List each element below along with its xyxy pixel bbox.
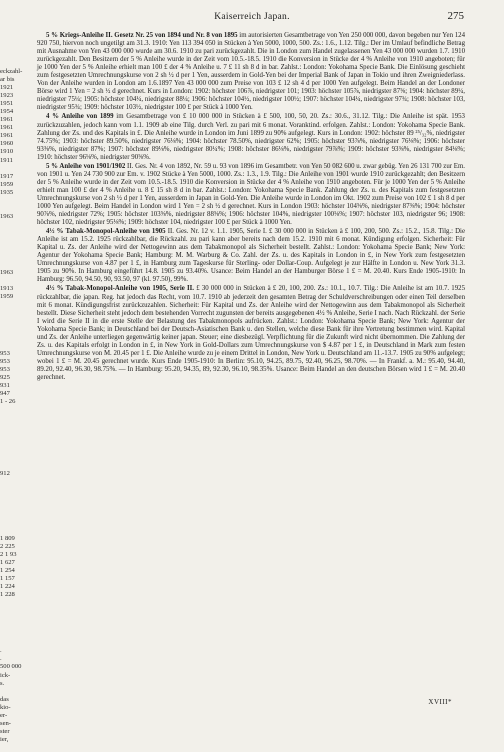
margin-fragment [0,317,26,325]
margin-fragment [0,446,26,454]
margin-fragment: eckzahl- [0,68,23,75]
margin-fragment: 1963 [0,269,14,277]
paragraph [37,163,465,227]
margin-fragment [0,414,26,422]
margin-fragment [0,486,26,494]
paragraph [37,32,465,112]
margin-fragment: 1951 [0,100,14,108]
margin-fragment: 1 224 [0,583,15,590]
margin-fragment: 1959 [0,180,14,188]
margin-fragment [0,615,26,623]
margin-fragment [0,301,26,309]
margin-fragment [0,326,26,334]
margin-fragment: 1935 [0,188,14,196]
margin-fragment: 1910 [0,148,14,156]
margin-fragment: 1 157 [0,574,15,582]
margin-fragment [0,277,26,285]
paragraph-text: II. Ges. Nr. 4 von 1892, Nr. 59 u. 93 von 1896 im Gesamtbetr. von Yen 50 082 600 u. zwar gebüg. Yen 26 131 700 zur Em. von 1901 u. Yen 24 730 900 zur Em. v. 1902 Stücke à Yen 5000, 1000. Zs.: 1.3., 1.9. Tilg.: Die Anleihe von 1901 wurde 1910 zurückgezahlt; den Besitzern der 5 % Anleihe wurde in der Zeit vom 10.5.-18.5. 1910 die Konversion in Stücke der 4 % Anleihe von 1910 angeboten. Für je 1000 Yen der 5 % Anleihe erhielt man 100 £ der 4 % Anleihe u. 8 £ 15 sh 8 d in bar. Zahlst.: London: Yokohama Specie Bank. Zahlung der Zs. u. des Kapitals zum festgesetzten Umrechnungskurse von 2 sh ½ d per 1 Yen, ausserdem in Japan in Gold-Yen. Die Anleihe wurde in London im Okt. 1902 zum Preise von 102 £ 1 sh 8 d per 1000 Yen aufgelegt. Beim Handel in London wird 1 Yen = 2 sh ½ d gerechnet. Kurs in London 1903: höchster 104⅝%, niedrigster 87⅜%; 1904: höchster 90⅞%, niedrigster 72%; 1905: höchster 103⅝%, niedrigster 88⅝%; 1906: höchster 104%, niedrigster 100⅛%; 1907: höchster 103, niedrigster 96; 1908: höchster 102, niedrigster 95⅛%; 1909: höchster 104, niedrigster 100 £ per Stück à 1000 Yen. [37,162,466,227]
margin-fragment [0,430,26,438]
margin-fragment: 1 254 [0,566,15,574]
margin-fragment: 1959 [0,293,14,301]
margin-fragment [0,309,26,317]
margin-fragment: . [0,647,2,655]
margin-fragment: 1961 [0,132,14,140]
margin-fragment [0,221,26,229]
paragraph-heading: 4½ % Tabak-Monopol-Anleihe von 1905, Serie II. [46,285,195,293]
margin-fragment [0,253,26,261]
margin-fragment: 953 [0,349,10,357]
margin-fragment [0,519,26,527]
margin-fragment [0,688,26,696]
running-title: Kaiserreich Japan. [214,12,290,22]
margin-fragment [0,639,26,647]
paragraph-text: im Gesamtbetrage von £ 10 000 000 in Stücken à £ 500, 100, 50, 20. Zs.: 30.6., 31.12. Tilg.: Die Anleihe ist spät. 1953 zurückzuzahlen, jedoch kann vom 1.1. 1909 ab eine Tilg. durch Verl. zu pari mit 6 monat. Voranktind. erfolgen. Zahlst.: London: Yokohama Specie Bank. Zahlung der Zs. und des Kapitals in £. Die Anleihe wurde in London im Juni 1899 zu 90% aufgelegt. Kurs in London: 1902: höchster 89 ²⁵/₃₂%, niedrigster 74.75%; 1903: höchster 89.50%, niedrigster 76⅛%; 1904: höchster 78.50%, niedrigster 62%; 1905: höchster 93⅞%, niedrigster 76⅛%; 1906: höchster 93⅜%, niedrigster 87%; 1907: höchster 89⅛%, niedrigster 80¼%; 1908: höchster 86⅛%, niedrigster 79⅞%; 1909: höchster 93⅜%, niedrigster 84⅛%; 1910: höchster 96⅛%, niedrigster 90⅝%. [37,113,465,161]
margin-fragment [0,237,26,245]
paragraph-text: im autorisierten Gesamtbetrage von Yen 250 000 000, davon begeben nur Yen 124 920 750, hiervon noch ungetilgt am 31.3. 1910: Yen 113 394 050 in Stücken à Yen 5000, 1000, 500. Zs.: 1.6., 1.12. Tilg.: Der im Umlauf befindliche Betrag mit Ausnahme von Yen 43 000 000 wurde am 30.6. 1910 zu pari zurückgezahlt. Die in London zum Handel zugelassenen Yen 43 000 000 wurden 1.7. 1910 zurückgezahlt. Den Besitzern der 5 % Anleihe wurde in der Zeit vom 10.5.-18.5. 1910 die Konversion in Stücke der 4 % Anleihe von 1910 angeboten; für je 1000 Yen der 5 % Anleihe erhielt man 100 £ der 4 % Anleihe u. 7 £ 11 sh 8 d in bar. Zahlst.: London: Yokohama Specie Bank. Die Einlösung geschieht zum festgesetzten Umrechnungskurse von 2 sh ½ d per 1 Yen, ausserdem in Gold-Yen bei der Imperial Bank of Japan in Tokio und ihren Zweigniederlass. Von der Anleihe wurden in London am 1.6.1897 Yen 43 000 000 zum Preise von 103 £ 12 sh 4 d per 1000 Yen aufgelegt. Beim Handel an der Londoner Börse wird 1 Yen = 2 sh ½ d gerechnet. Kurs in London: 1902: höchster 106⅞, niedrigster 101; 1903: höchster 105⅞, niedrigster 87⅝; 1904: höchster 89¼, niedrigster 75¼; 1905: höchster 104¼, niedrigster 88¼; 1906: höchster 104½, niedrigster 100½; 1907: höchster 104¼, niedrigster 97¾; 1908: höchster 103, niedrigster 95¾; 1909: höchster 103½, niedrigster 100 £ per Stück à 1000 Yen. [37,32,465,112]
margin-fragment: 1923 [0,92,14,100]
margin-fragment: kio- [0,703,11,711]
margin-fragment [0,511,26,519]
margin-fragment [0,406,26,414]
margin-fragment: 912 [0,470,10,478]
margin-fragment: ar bis [0,76,15,84]
paragraph-heading: 5 % Anleihe von 1901/1902 [46,162,126,170]
margin-fragment: ick- [0,671,11,679]
margin-fragment [0,744,26,752]
margin-fragment: 925 [0,373,10,381]
paragraph-heading: 4½ % Tabak-Monopol-Anleihe von 1905 [46,228,166,236]
margin-fragment [0,599,26,607]
margin-fragment [0,494,26,502]
margin-fragment [0,245,26,253]
margin-fragment: 1 809 [0,534,15,542]
margin-fragment: 500 000 [0,663,22,671]
margin-fragment: 931 [0,381,10,389]
margin-fragment [0,261,26,269]
margin-fragment [0,631,26,639]
margin-fragment: 947 [0,389,10,397]
margin-fragment: sen- [0,719,11,727]
margin-fragment: 1954 [0,108,14,116]
margin-fragment: 1 228 [0,591,15,599]
main-text-column [37,32,465,382]
paragraph-text: £ 30 000 000 in Stücken à £ 20, 100, 200. Zs.: 10.1., 10.7. Tilg.: Die Anleihe ist am 10.7. 1925 rückzahlbar, die japan. Reg. hat jedoch das Recht, vom 10.7. 1910 ab jederzeit den gesamten Betrag der Schuldverschreibungen oder einen Teil derselben mit 6 monat. Kündigungsfrist zurückzuzahlen. Sicherheit: Für Kapital und Zs. der Anleihe wird der Nettogewinn aus dem Tabakmonopol als Sicherheit bestellt. Diese Sicherheit steht jedoch dem bestehenden Vorrecht zugunsten der bereits ausgegebenen 4½ % Anleihe, Serie I nach. Nach Rückzahl. der Serie I wird die Serie II in die erste Stelle der Belastung des Tabakmonopols aufrücken. Zahlst.: London: Yokohama Specie Bank; New York: Agentur der Yokohama Specie Bank; in Deutschland bei der Deutsch-Asiatischen Bank u. den Stellen, welche diese Bank für ihre Vertretung bestimmen wird. Kapital und Zs. der Anleihe unterliegen gegenwärtig keiner japan. Steuer; eine diesbezügl. Verpflichtung für die Zukunft wird nicht übernommen. Die Zahlung der Zs. u. des Kapitals erfolgt in London in £, in New York in Gold-Dollars zum Umrechnungskurse von $ 4.87 per 1 £, in Deutschland in Mark zum festen Umrechnungskurse von M. 20.45 per 1 £. Die Anleihe wurde zu je einem Drittel in London, New York u. Deutschland am 11.-13.7. 1905 zu 90% aufgelegt; wobei 1 £ = M. 20.45 gerechnet wurde. Kurs Ende 1905-1910: In Berlin: 95.10, 94.25, 89.75, 92.40, 96.25, 98.70%. — In Frankf. a. M.: 95.40, 94.40, 89.20, 92.40, 96.30, 98.75%. — In Hamburg: 95.20, 94.35, 89, 92.30, 96.10, 98.35%. Usance: Beim Handel an den deutschen Börsen wird 1 £ = M. 20.40 gerechnet. [37,285,465,381]
margin-fragment: 1 - 26 [0,397,16,405]
margin-fragment: 2 1 93 [0,550,17,558]
margin-fragment [0,334,26,342]
margin-fragment: 1960 [0,140,14,148]
paragraph [37,285,465,382]
margin-fragment [0,607,26,615]
margin-fragment: ster [0,727,10,735]
margin-fragment [0,205,26,213]
margin-fragment: . [0,655,2,663]
margin-fragment: 953 [0,365,10,373]
margin-fragment [0,438,26,446]
margin-fragment [0,527,26,535]
margin-fragment: 1961 [0,116,14,124]
margin-fragment: 953 [0,357,10,365]
margin-fragment: das [0,695,9,703]
margin-fragment: 1917 [0,172,14,180]
page-number: 275 [447,10,464,22]
paragraph-text: II. Ges. Nr. 12 v. 1.1. 1905, Serie I. £ 30 000 000 in Stücken à £ 100, 200, 500. Zs.: 15.2., 15.8. Tilg.: Die Anleihe ist am 15.2. 1925 rückzahlbar, die Rückzahl. zu pari kann aber bereits nach dem 15.2. 1910 mit 6 monat. Kündigung erfolgen. Sicherheit: Für Kapital u. Zs. der Anleihe wird der Nettogewinn aus dem Tabakmonopol als Sicherheit bestellt. Zahlst.: London: Yokohama Specie Bank; New York: Agentur der Yokohama Specie Bank; Hamburg: M. M. Warburg & Co. Zahl. der Zs. u. des Kapitals in London in £, in New York zum festgesetzten Umrechnungskurse von 4.87 per 1 £, in Hamburg zum Tageskurse für Sterling- oder Dollar-Coup. Aufgelegt je zur Hälfte in London u. New York 31.3. 1905 zu 90%. In Hamburg eingeführt 14.8. 1905 zu 93.40%. Usance: Beim Handel an der Hamburger Börse 1 £ = M. 20.40. Kurs Ende 1905-1910: In Hamburg: 96.50, 94.50, 90, 93.50, 97 (kl. 97.50), 99%. [37,228,465,284]
margin-fragment [0,165,26,173]
margin-fragment: 2 225 [0,542,15,550]
margin-fragment: er- [0,711,8,719]
margin-fragment: 1921 [0,84,14,92]
margin-fragment: 1963 [0,212,14,220]
margin-fragment: ier, [0,735,9,743]
margin-fragment [0,422,26,430]
margin-fragment [0,478,26,486]
margin-fragment [0,503,26,511]
margin-fragment: 1 627 [0,558,15,566]
paragraph-heading: 5 % Kriegs-Anleihe II. Gesetz Nr. 25 von 1894 und Nr. 8 von 1895 [46,32,238,39]
margin-fragment: 1961 [0,124,14,132]
margin-fragment [0,229,26,237]
paragraph [37,113,465,161]
margin-fragment [0,462,26,470]
signature-mark: XVIII* [428,698,452,706]
left-margin-fragments [0,68,26,752]
margin-fragment [0,454,26,462]
margin-fragment [0,623,26,631]
margin-fragment: s. [0,679,5,687]
margin-fragment [0,342,26,350]
paragraph-heading: 4 % Anleihe von 1899 [46,113,114,121]
margin-fragment [0,197,26,205]
margin-fragment: 1911 [0,156,13,164]
margin-fragment: 1913 [0,285,14,293]
running-header [0,10,504,24]
paragraph [37,228,465,284]
